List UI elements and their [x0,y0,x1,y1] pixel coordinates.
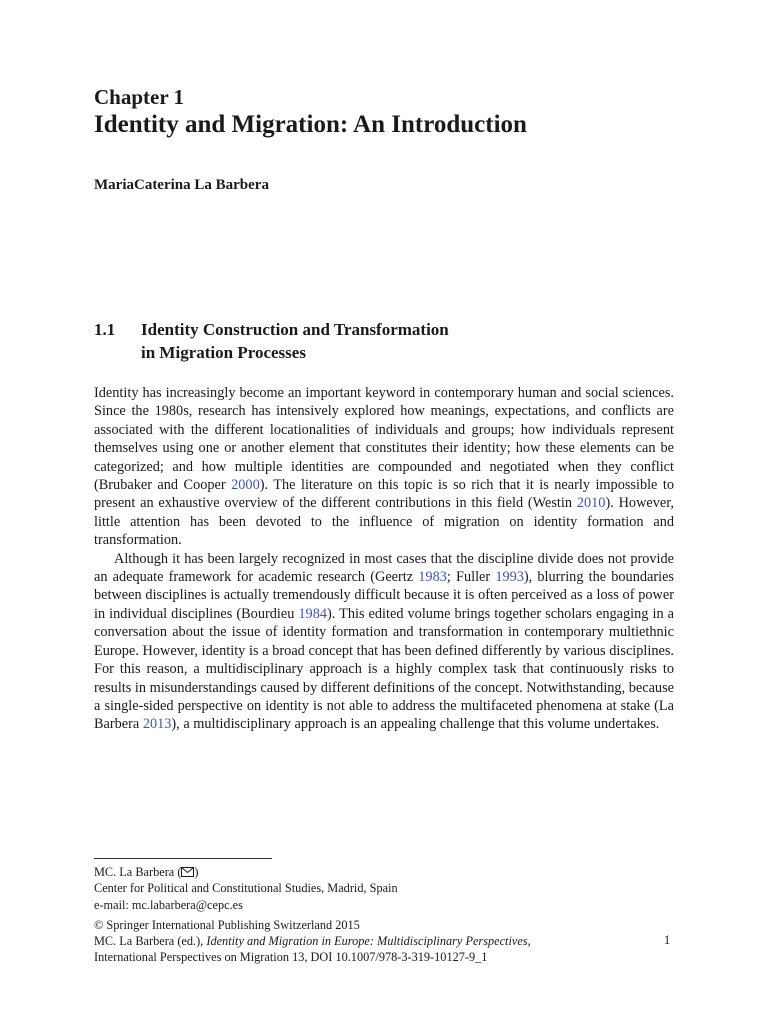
footnote-series: International Perspectives on Migration 13, DOI 10.1007/978-3-319-10127-9_1 [94,950,488,965]
footnote-citation [94,933,654,949]
chapter-author: MariaCaterina La Barbera [94,177,269,193]
envelope-icon[interactable] [181,867,194,877]
footnote-email[interactable]: e-mail: mc.labarbera@cepc.es [94,897,243,912]
paragraph-2-text: ), a multidisciplinary approach is an appealing challenge that this volume undertakes. [171,716,660,733]
citation-link[interactable]: 2010 [576,495,606,512]
paragraph-1 [94,384,674,550]
footnote-author: MC. La Barbera ( [94,865,182,879]
footnote-book-title: Identity and Migration in Europe: Multidisciplinary Perspectives, [206,934,531,949]
body-text [94,384,674,734]
section-heading [94,318,449,364]
paragraph-1-text: ). The literature on this topic is so rich that it is nearly impossible to present an exhaustive overview of the different contributions in this field (Westin [94,477,674,512]
footnote-author-line [94,864,654,880]
footnote-author-close: ) [194,865,199,879]
paragraph-2-text: ), blurring the boundaries between disciplines is actually tremendously difficult because it is often perceived as a loss of power in individual disciplines (Bourdieu [94,569,674,622]
footnote-block [94,864,654,966]
section-number: 1.1 [94,320,116,339]
paragraph-2-text: ; Fuller [446,569,496,586]
citation-link[interactable]: 1984 [298,605,327,622]
chapter-title: Identity and Migration: An Introduction [94,111,527,138]
chapter-label: Chapter 1 [94,85,185,109]
section-title-line2: in Migration Processes [141,343,306,362]
footnote-copyright: © Springer International Publishing Switzerland 2015 [94,917,360,932]
citation-link[interactable]: 2000 [231,477,260,494]
section-title-line1: Identity Construction and Transformation [141,320,449,339]
footnote-citation-prefix: MC. La Barbera (ed.), [94,934,207,949]
citation-link[interactable]: 1983 [418,569,447,586]
paragraph-2-text: Although it has been largely recognized in most cases that the discipline divide does not provide an adequate framework for academic research (Geertz [94,550,674,586]
paragraph-2 [94,550,674,734]
paragraph-2-text: ). This edited volume brings together scholars engaging in a conversation about the issue of identity formation and transformation in contemporary multiethnic Europe. However, identity is a broad concept that has been defined differently by various disciplines. For this reason, a multidisciplinary approach is a highly complex task that continuously risks to results in misunderstandings caused by different definitions of the concept. Notwithstanding, because a single-sided perspective on identity is not able to address the multifaceted phenomena at stake (La Barbera [94,605,674,733]
footnote-divider [94,858,272,859]
footnote-affiliation: Center for Political and Constitutional Studies, Madrid, Spain [94,881,398,896]
paragraph-1-text: Identity has increasingly become an important keyword in contemporary human and social sciences. Since the 1980s, research has intensively explored how meanings, expectations, and conflicts are associated with the different locationalities of individuals and groups; how individuals represent themselves using one or another element that constitutes their identity; how these elements can be categorized; and how multiple identities are compounded and negotiated when they conflict (Brubaker and Cooper [94,385,674,494]
page-number: 1 [664,933,671,947]
citation-link[interactable]: 1993 [495,569,524,586]
citation-link[interactable]: 2013 [142,716,172,733]
paragraph-1-text: ). However, little attention has been devoted to the influence of migration on identity formation and transformation. [94,495,675,549]
